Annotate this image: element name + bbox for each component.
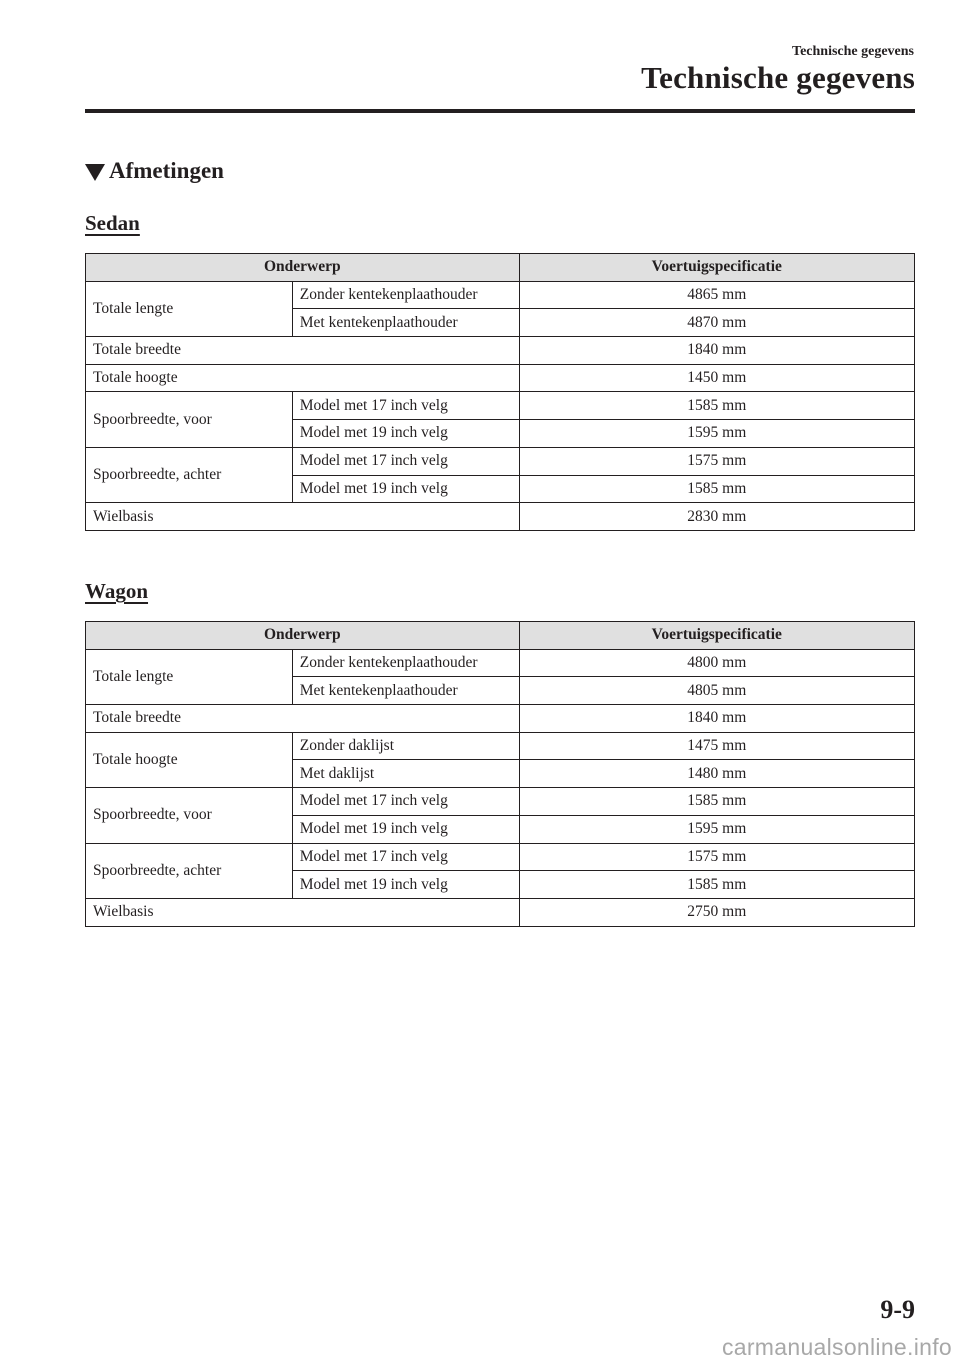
row-item: Totale hoogte (86, 364, 520, 392)
row-item: Spoorbreedte, achter (86, 447, 293, 502)
row-sub: Met daklijst (292, 760, 519, 788)
row-item: Totale breedte (86, 705, 520, 733)
row-sub: Model met 17 inch velg (292, 788, 519, 816)
spec-table-wagon (85, 621, 915, 927)
row-value: 1475 mm (519, 732, 914, 760)
row-sub: Met kentekenplaathouder (292, 677, 519, 705)
row-item: Spoorbreedte, voor (86, 392, 293, 447)
column-header-item: Onderwerp (86, 254, 520, 282)
row-value: 1595 mm (519, 420, 914, 448)
triangle-down-icon (85, 164, 105, 181)
row-value: 1840 mm (519, 705, 914, 733)
row-value: 1840 mm (519, 337, 914, 365)
row-value: 1585 mm (519, 871, 914, 899)
chapter-label-small: Technische gegevens (792, 44, 914, 59)
row-item: Totale breedte (86, 337, 520, 365)
table-heading-sedan: Sedan (85, 211, 140, 235)
row-sub: Model met 17 inch velg (292, 447, 519, 475)
table-row (86, 843, 915, 871)
column-header-spec: Voertuigspecificatie (519, 622, 914, 650)
row-value: 2830 mm (519, 503, 914, 531)
row-value: 1595 mm (519, 815, 914, 843)
row-item: Totale hoogte (86, 732, 293, 787)
table-heading-wagon: Wagon (85, 579, 149, 603)
row-value: 1585 mm (519, 475, 914, 503)
table-row (86, 732, 915, 760)
row-item: Spoorbreedte, achter (86, 843, 293, 898)
row-value: 1585 mm (519, 392, 914, 420)
table-header-row (86, 622, 915, 650)
row-value: 1450 mm (519, 364, 914, 392)
table-row (86, 364, 915, 392)
table-row (86, 447, 915, 475)
row-item: Wielbasis (86, 898, 520, 926)
table-row (86, 337, 915, 365)
page-number: 9-9 (880, 1295, 915, 1324)
table-row (86, 898, 915, 926)
row-value: 4870 mm (519, 309, 914, 337)
row-sub: Zonder kentekenplaathouder (292, 649, 519, 677)
row-sub: Model met 17 inch velg (292, 843, 519, 871)
section-title-text: Afmetingen (109, 158, 224, 183)
spec-table-sedan (85, 253, 915, 531)
table-row (86, 392, 915, 420)
column-header-item: Onderwerp (86, 622, 520, 650)
chapter-title: Technische gegevens (641, 60, 915, 95)
table-row (86, 705, 915, 733)
row-value: 4865 mm (519, 281, 914, 309)
row-value: 1575 mm (519, 843, 914, 871)
row-sub: Zonder daklijst (292, 732, 519, 760)
row-value: 4805 mm (519, 677, 914, 705)
row-sub: Zonder kentekenplaathouder (292, 281, 519, 309)
row-value: 4800 mm (519, 649, 914, 677)
row-value: 2750 mm (519, 898, 914, 926)
row-sub: Model met 19 inch velg (292, 475, 519, 503)
row-value: 1480 mm (519, 760, 914, 788)
row-sub: Model met 19 inch velg (292, 871, 519, 899)
row-item: Wielbasis (86, 503, 520, 531)
row-value: 1575 mm (519, 447, 914, 475)
section-title (85, 158, 224, 184)
column-header-spec: Voertuigspecificatie (519, 254, 914, 282)
row-item: Totale lengte (86, 281, 293, 336)
table-row (86, 649, 915, 677)
row-sub: Model met 17 inch velg (292, 392, 519, 420)
watermark: carmanualsonline.info (721, 1334, 952, 1360)
row-sub: Met kentekenplaathouder (292, 309, 519, 337)
row-sub: Model met 19 inch velg (292, 815, 519, 843)
row-sub: Model met 19 inch velg (292, 420, 519, 448)
table-row (86, 503, 915, 531)
row-value: 1585 mm (519, 788, 914, 816)
header-rule (85, 109, 915, 113)
table-row (86, 788, 915, 816)
row-item: Spoorbreedte, voor (86, 788, 293, 843)
row-item: Totale lengte (86, 649, 293, 704)
table-row (86, 281, 915, 309)
table-header-row (86, 254, 915, 282)
